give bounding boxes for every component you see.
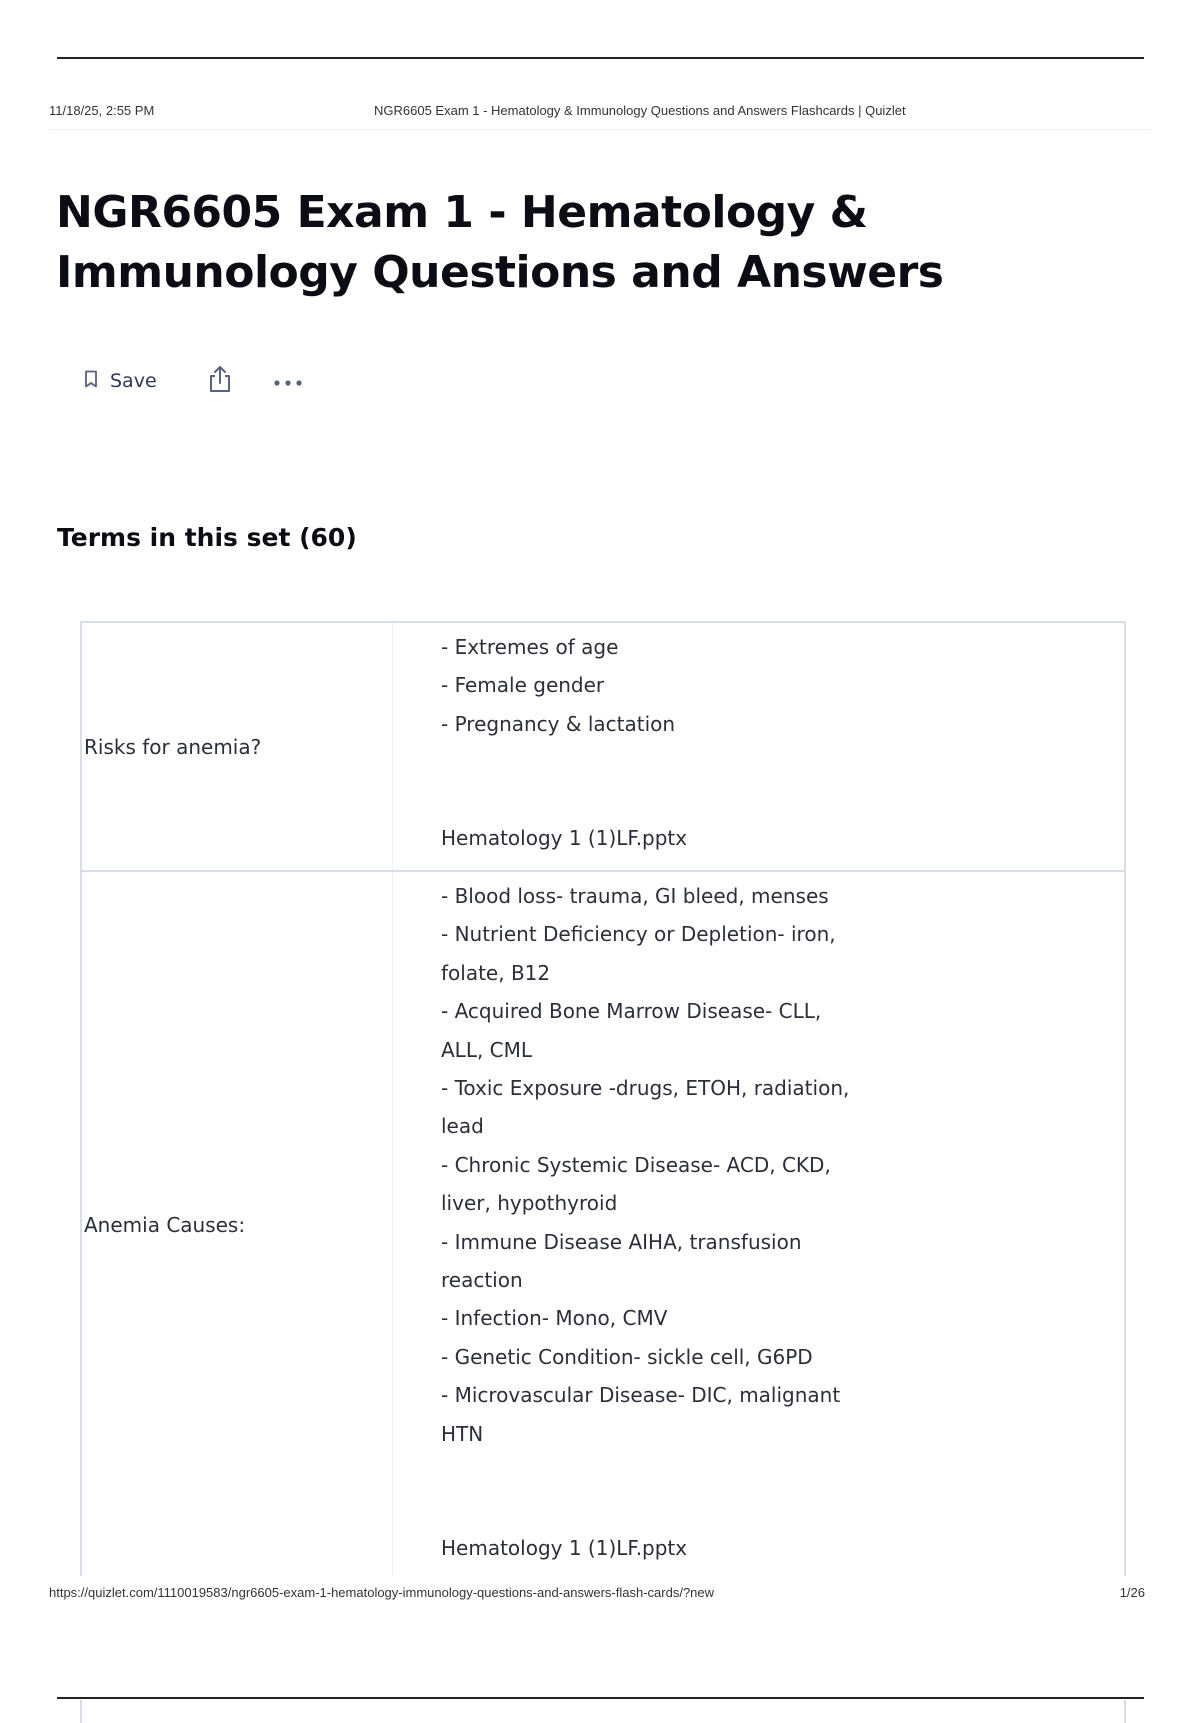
term-text: Risks for anemia? (82, 623, 393, 870)
definition-line: - Infection- Mono, CMV (441, 1306, 668, 1331)
definition-line: - Genetic Condition- sickle cell, G6PD (441, 1344, 813, 1369)
share-icon (207, 365, 233, 397)
definition-line: - Extremes of age (441, 635, 619, 659)
term-row[interactable] (82, 872, 1124, 1579)
more-options-icon (273, 372, 303, 391)
page-number: 1/26 (1119, 1585, 1145, 1600)
definition-source: Hematology 1 (1)LF.pptx (441, 1536, 688, 1561)
definition-line: - Blood loss- trauma, GI bleed, menses (441, 884, 829, 908)
definition-line: - Toxic Exposure -drugs, ETOH, radiation, (441, 1076, 850, 1101)
definition (393, 623, 921, 870)
definition-line: - Chronic Systemic Disease- ACD, CKD, (441, 1152, 831, 1177)
more-options-button[interactable] (273, 372, 303, 391)
definition-line: - Pregnancy & lactation (441, 711, 676, 736)
print-header (49, 103, 1151, 130)
top-rule (57, 57, 1144, 59)
definition-line: - Acquired Bone Marrow Disease- CLL, (441, 999, 822, 1024)
term-row[interactable] (82, 623, 1124, 872)
page-title: NGR6605 Exam 1 - Hematology & Immunology Questions and Answers (56, 187, 944, 298)
definition-line: ALL, CML (441, 1037, 533, 1062)
print-date: 11/18/25, 2:55 PM (49, 103, 155, 118)
terms-list (80, 621, 1126, 1723)
share-button[interactable] (207, 365, 233, 397)
definition-line: - Nutrient Deficiency or Depletion- iron, (441, 922, 836, 947)
definition (393, 872, 921, 1579)
definition-line: lead (441, 1114, 484, 1139)
terms-heading: Terms in this set (60) (57, 523, 357, 552)
term-text: Anemia Causes: (82, 872, 393, 1579)
definition-source: Hematology 1 (1)LF.pptx (441, 826, 688, 851)
bookmark-icon (84, 370, 98, 393)
save-button[interactable] (84, 370, 157, 393)
save-label: Save (110, 370, 157, 392)
print-url: https://quizlet.com/1110019583/ngr6605-exam-1-hematology-immunology-questions-and-answers-flash-cards/?new (49, 1585, 715, 1600)
definition-line: reaction (441, 1268, 523, 1293)
definition-line: - Female gender (441, 673, 605, 698)
definition-line: - Immune Disease AIHA, transfusion (441, 1229, 802, 1254)
bottom-rule (57, 1697, 1144, 1699)
definition-line: - Microvascular Disease- DIC, malignant (441, 1383, 841, 1408)
definition-line: liver, hypothyroid (441, 1191, 618, 1216)
definition-line: folate, B12 (441, 960, 551, 985)
print-doc-title: NGR6605 Exam 1 - Hematology & Immunology Questions and Answers Flashcards | Quizlet (374, 103, 906, 118)
definition-line: HTN (441, 1421, 484, 1446)
action-bar (84, 366, 303, 396)
